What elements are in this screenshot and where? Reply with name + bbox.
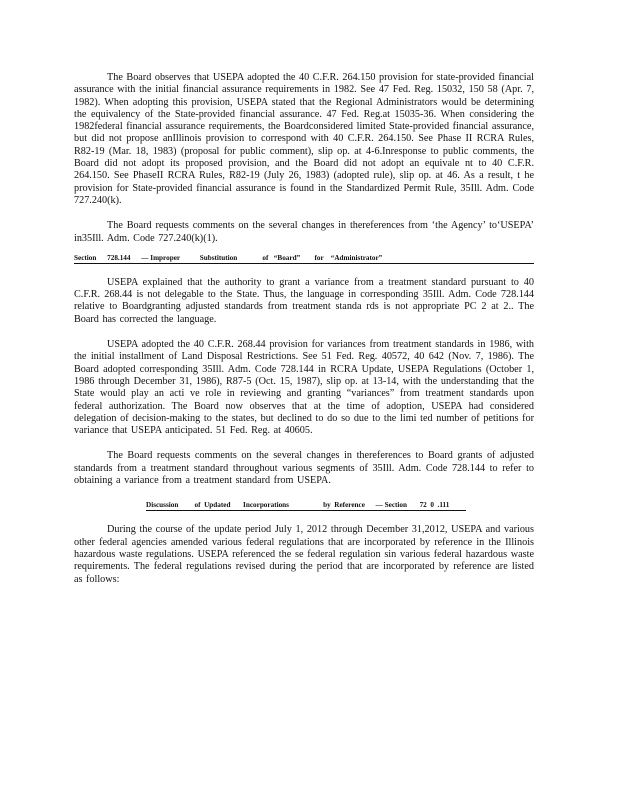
section-heading-underline (74, 263, 534, 264)
document-page (74, 72, 534, 586)
section-heading-text: Discussion of Updated Incorporations by Reference — Section 72 0 .111 (146, 501, 450, 510)
paragraph-state-financial-assurance: The Board observes that USEPA adopted the 40 C.F.R. 264.150 provision for state-provided financial assurance with the initial financial assurance requirements in 1982. See 47 Fed. Reg. 15032, 150 58 (Apr. 7, 1982). When adopting this provision, USEPA stated that the Regional Administrators would be determining the equivalency of the State-provided financial assurance. 47 Fed. Reg.at 15035-36. When considering the 1982federal financial assurance requirements, the Boardconsidered limited State-provided financial assurance, but did not propose anIllinois provision to correspond with 40 C.F.R. 264.150. See Phase II RCRA Rules, R82-19 (Mar. 18, 1983) (proposal for public comment), slip op. at 4-6.Inresponse to public comments, the Board did not adopt its proposed provision, and the Board did not adopt an equivale nt to 40 C.F.R. 264.150. See PhaseII RCRA Rules, R82-19 (July 26, 1983) (adopted rule), slip op. at 46. As a result, t he provision for State-provided financial assurance is found in the Standardized Permit Rule, 35Ill. Adm. Code 727.240(k). (74, 72, 534, 206)
section-heading-underline (146, 510, 466, 511)
section-heading-728-144 (74, 253, 534, 264)
paragraph-update-period: During the course of the update period July 1, 2012 through December 31,2012, USEPA and various other federal agencies amended various federal regulations that are incorporated by reference in the Illinois hazardous waste regulations. USEPA referenced the se federal regulation sin various federal hazardous waste requirements. The federal regulations revised during the period that are incorporated by reference are listed as follows: (74, 524, 534, 585)
paragraph-variance-authority: USEPA explained that the authority to grant a variance from a treatment standard pursuant to 40 C.F.R. 268.44 is not delegable to the State. Thus, the language in corresponding 35Ill. Adm. Code 728.144 relative to Boardgranting adjusted standards from treatment standa rds is not appropriate PC 2 at 2.. The Board has corrected the language. (74, 276, 534, 325)
paragraph-comment-request-728: The Board requests comments on the several changes in thereferences to Board grants of adjusted standards from a treatment standard throughout various segments of 35Ill. Adm. Code 728.144 to refer to obtaining a variance from a treatment standard from USEPA. (74, 450, 534, 487)
section-heading-updated-incorporations (146, 500, 534, 511)
paragraph-comment-request-727: The Board requests comments on the several changes in thereferences from ‘the Agency’ to‘USEPA’ in35Ill. Adm. Code 727.240(k)(1). (74, 220, 534, 244)
paragraph-variance-history: USEPA adopted the 40 C.F.R. 268.44 provision for variances from treatment standards in 1986, with the initial installment of Land Disposal Restrictions. See 51 Fed. Reg. 40572, 40 642 (Nov. 7, 1986). The Board adopted corresponding 35Ill. Adm. Code 728.144 in RCRA Update, USEPA Regulations (October 1, 1986 through December 31, 1986), R87-5 (Oct. 15, 1987), slip op. at 13-14, with the understanding that the State would play an acti ve role in reviewing and granting “variances” from treatment standards upon federal authorization. The Board now observes that at the time of adoption, USEPA had considered delegation of decision-making to the states, but declined to do so due to the limi ted number of petitions for variance that USEPA anticipated. 51 Fed. Reg. at 40605. (74, 339, 534, 437)
section-heading-text: Section 728.144 — Improper Substitution of “Board” for “Administrator” (74, 253, 383, 262)
